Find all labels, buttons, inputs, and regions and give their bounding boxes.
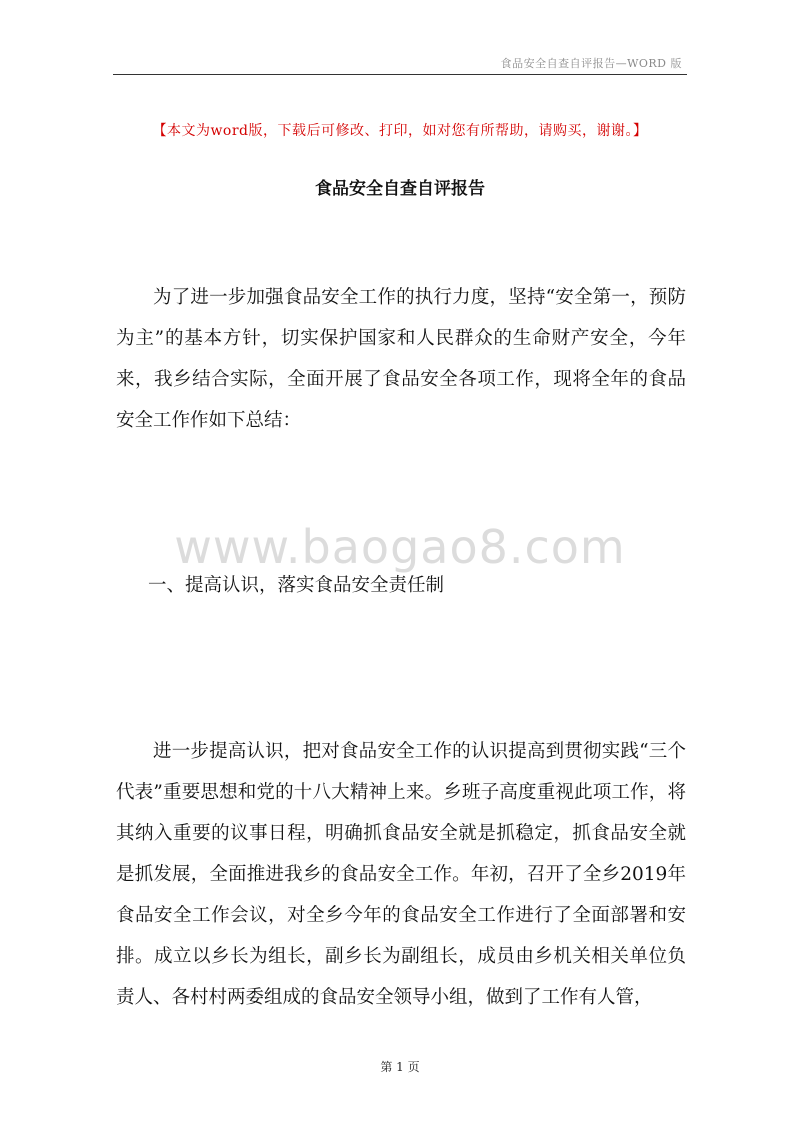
section-body-paragraph [116, 731, 686, 1018]
page-number: 第 1 页 [380, 1060, 420, 1074]
document-title: 食品安全自查自评报告 [315, 179, 485, 199]
intro-paragraph [116, 277, 686, 441]
purchase-notice: 【本文为word版，下载后可修改、打印，如对您有所帮助，请购买，谢谢。】 [152, 123, 648, 139]
section-heading: 一、提高认识，落实食品安全责任制 [148, 575, 445, 596]
section-body-text: 进一步提高认识，把对食品安全工作的认识提高到贯彻实践“三个代表”重要思想和党的十八大精神上来。乡班子高度重视此项工作，将其纳入重要的议事日程，明确抓食品安全就是抓稳定，抓食品安全就是抓发展，全面推进我乡的食品安全工作。年初，召开了全乡2019年食品安全工作会议，对全乡今年的食品安全工作进行了全面部署和安排。成立以乡长为组长，副乡长为副组长，成员由乡机关相关单位负责人、各村村两委组成的食品安全领导小组，做到了工作有人管， [116, 741, 686, 1008]
header-divider [113, 74, 687, 75]
site-watermark: www.baogao8.com [174, 520, 626, 574]
intro-text: 为了进一步加强食品安全工作的执行力度，坚持“安全第一，预防为主”的基本方针，切实保护国家和人民群众的生命财产安全，今年来，我乡结合实际，全面开展了食品安全各项工作，现将全年的食品安全工作作如下总结： [116, 287, 686, 431]
running-header: 食品安全自查自评报告—WORD 版 [500, 57, 682, 70]
